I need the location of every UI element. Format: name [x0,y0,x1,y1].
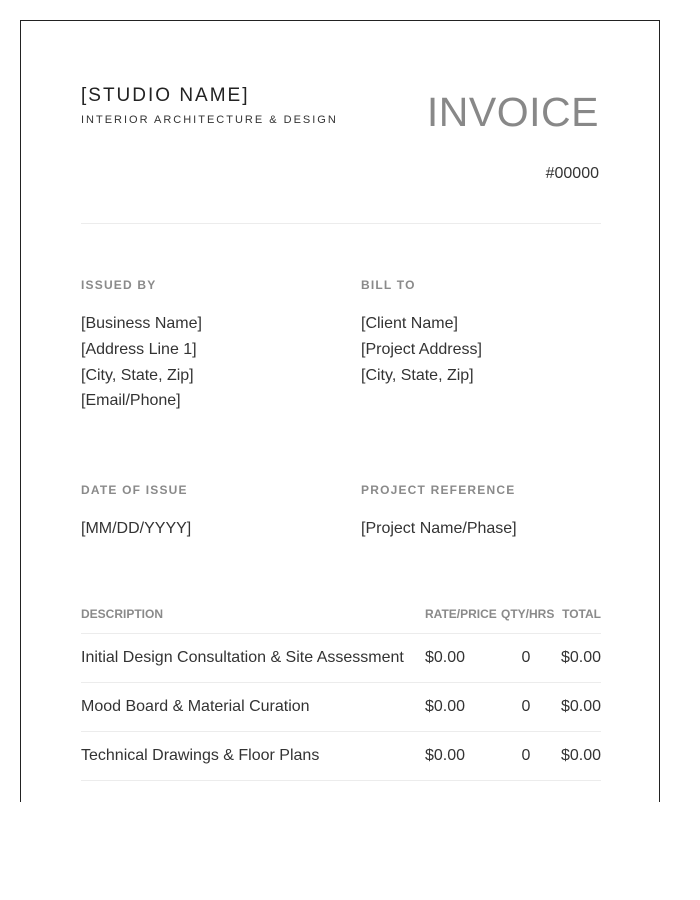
header-rate: RATE/PRICE [425,607,497,621]
bill-to-label: BILL TO [361,278,416,292]
row-qty: 0 [521,698,531,715]
line-items-table [81,605,601,781]
date-of-issue-value: [MM/DD/YYYY] [81,520,192,537]
row-qty: 0 [521,747,531,764]
row-description: Technical Drawings & Floor Plans [81,747,320,764]
invoice-number: #00000 [545,165,599,182]
invoice-title: INVOICE [426,89,599,135]
issued-by-label: ISSUED BY [81,278,157,292]
bill-to-address [361,311,482,388]
header-divider [81,223,601,224]
invoice-page [20,20,660,802]
project-reference-label: PROJECT REFERENCE [361,483,516,497]
studio-tagline: INTERIOR ARCHITECTURE & DESIGN [81,114,338,126]
row-total: $0.00 [560,649,601,666]
row-rate: $0.00 [425,747,466,764]
bill-to-line: [Project Address] [361,340,482,358]
bill-to-line: [Client Name] [361,315,458,332]
issued-by-line: [City, State, Zip] [81,366,194,384]
bill-to-line: [City, State, Zip] [361,366,474,384]
table-row [81,634,601,683]
row-total: $0.00 [560,747,601,764]
project-reference-value: [Project Name/Phase] [361,520,517,537]
issued-by-line: [Address Line 1] [81,340,197,358]
table-row [81,683,601,732]
header-qty: QTY/HRS [501,607,555,621]
table-header [81,605,601,634]
issued-by-line: [Business Name] [81,315,202,332]
issued-by-address [81,311,202,414]
row-rate: $0.00 [425,698,466,715]
issued-by-line: [Email/Phone] [81,392,181,410]
row-qty: 0 [521,649,531,666]
header-description: DESCRIPTION [81,607,164,621]
header-total: TOTAL [562,607,601,621]
row-total: $0.00 [560,698,601,715]
studio-name: [STUDIO NAME] [81,85,250,106]
row-description: Initial Design Consultation & Site Assessment [81,649,404,666]
row-description: Mood Board & Material Curation [81,698,310,715]
row-rate: $0.00 [425,649,466,666]
table-row [81,732,601,781]
date-of-issue-label: DATE OF ISSUE [81,483,188,497]
